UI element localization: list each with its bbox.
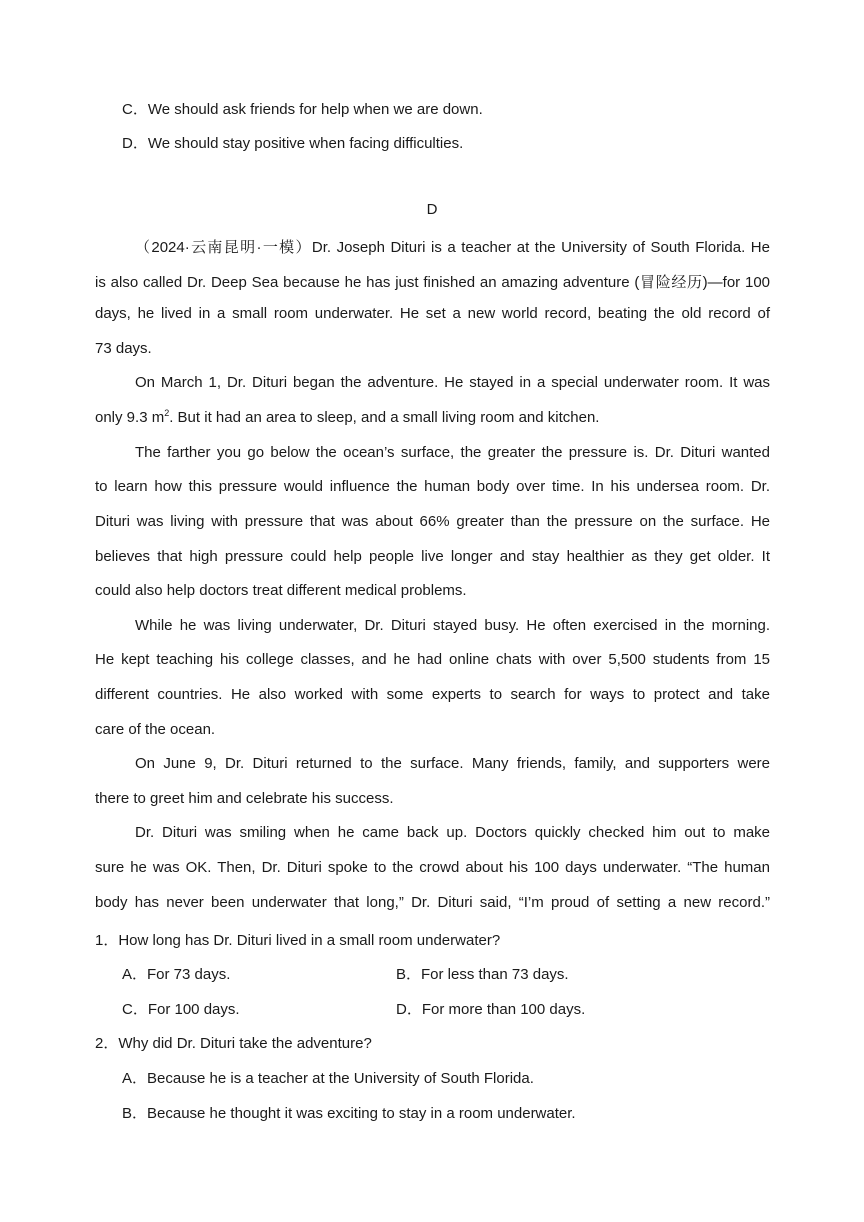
paragraph-1-line-1: （2024·云南昆明·一模）Dr. Joseph Dituri is a teacher at the University of South Florida. He (135, 239, 770, 256)
paragraph-3-line-1: The farther you go below the ocean’s surface, the greater the pressure is. Dr. Dituri wanted (135, 444, 770, 461)
paragraph-3-line-4: believes that high pressure could help people live longer and stay healthier as they get older. It (95, 548, 770, 565)
paragraph-3-line-5: could also help doctors treat different medical problems. (95, 582, 467, 599)
question-2-option-b: B．Because he thought it was exciting to stay in a room underwater. (122, 1105, 576, 1122)
paragraph-4-line-2: He kept teaching his college classes, and he had online chats with over 5,500 students from 15 (95, 651, 770, 668)
paragraph-6-line-3: body has never been underwater that long,” Dr. Dituri said, “I’m proud of setting a new record.” (95, 894, 770, 911)
paragraph-2-line-1: On March 1, Dr. Dituri began the adventure. He stayed in a special underwater room. It was (135, 374, 770, 391)
prev-option-c: C．We should ask friends for help when we are down. (122, 101, 483, 118)
paragraph-1-line-2: is also called Dr. Deep Sea because he has just finished an amazing adventure (冒险经历)—for 100 (95, 274, 770, 291)
question-1-option-c: C．For 100 days. (122, 1001, 240, 1018)
prev-option-d: D．We should stay positive when facing difficulties. (122, 135, 464, 152)
paragraph-3-line-2: to learn how this pressure would influence the human body over time. In his undersea room. Dr. (95, 478, 770, 495)
question-1-option-d: D．For more than 100 days. (396, 1001, 586, 1018)
paragraph-2-line-2: only 9.3 $m^2$. But it had an area to sleep, and a small living room and kitchen. (95, 408, 600, 426)
paragraph-4-line-1: While he was living underwater, Dr. Dituri stayed busy. He often exercised in the morning. (135, 617, 770, 634)
paragraph-5-line-1: On June 9, Dr. Dituri returned to the surface. Many friends, family, and supporters were (135, 755, 770, 772)
question-1-option-b: B．For less than 73 days. (396, 966, 569, 983)
paragraph-3-line-3: Dituri was living with pressure that was about 66% greater than the pressure on the surface. He (95, 513, 770, 530)
question-1-option-a: A．For 73 days. (122, 966, 231, 983)
question-2-stem: 2．Why did Dr. Dituri take the adventure? (95, 1035, 372, 1052)
paragraph-4-line-3: different countries. He also worked with some experts to search for ways to protect and take (95, 686, 770, 703)
paragraph-6-line-2: sure he was OK. Then, Dr. Dituri spoke to the crowd about his 100 days underwater. “The human (95, 859, 770, 876)
question-1-stem: 1．How long has Dr. Dituri lived in a small room underwater? (95, 932, 501, 949)
paragraph-1-line-3: days, he lived in a small room underwater. He set a new world record, beating the old record of (95, 305, 770, 322)
section-letter: D (426, 201, 438, 218)
source-tag: （2024·云南昆明·一模） (135, 239, 312, 256)
paragraph-1-line-4: 73 days. (95, 340, 152, 357)
question-2-option-a: A．Because he is a teacher at the University of South Florida. (122, 1070, 534, 1087)
paragraph-5-line-2: there to greet him and celebrate his success. (95, 790, 394, 807)
paragraph-6-line-1: Dr. Dituri was smiling when he came back up. Doctors quickly checked him out to make (135, 824, 770, 841)
paragraph-4-line-4: care of the ocean. (95, 721, 216, 738)
